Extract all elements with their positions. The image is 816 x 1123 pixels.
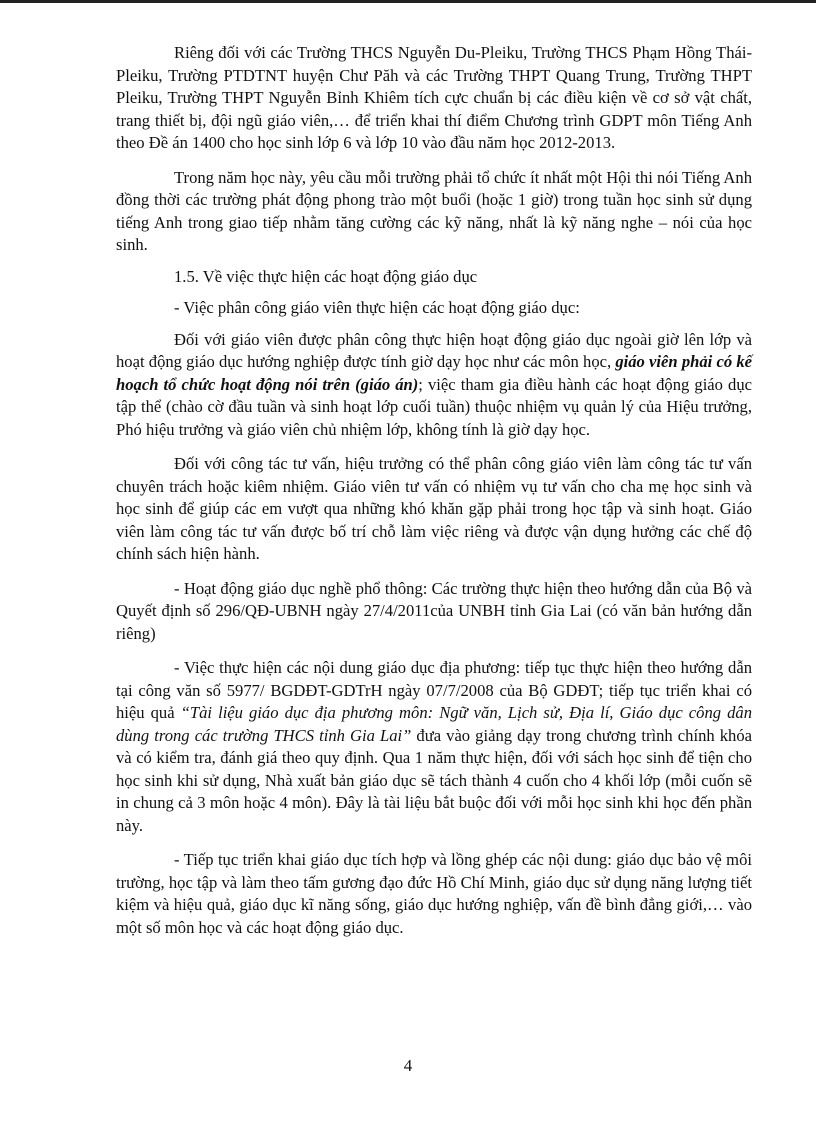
paragraph-extracurricular bbox=[116, 329, 752, 442]
scan-top-border bbox=[0, 0, 816, 3]
text-run: - Tiếp tục triển khai giáo dục tích hợp và lồng ghép các nội dung: giáo dục bảo vệ môi trường, học tập và làm theo tấm gương đạo đức Hồ Chí Minh, giáo dục sử dụng năng lượng tiết kiệm và hiệu quả, giáo dục kĩ năng sống, giáo dục hướng nghiệp, vấn đề bình đẳng giới,… vào một số môn học và các hoạt động giáo dục. bbox=[116, 850, 752, 937]
page-number: 4 bbox=[403, 1056, 413, 1075]
text-run: 1.5. Về việc thực hiện các hoạt động giáo dục bbox=[174, 266, 478, 286]
section-heading-1-5 bbox=[116, 266, 752, 289]
paragraph-vocational bbox=[116, 578, 752, 646]
text-run-italic: “Tài liệu giáo dục địa phương môn: Ngữ văn, Lịch sử, Địa lí, Giáo dục công dân dùng trong các trường THCS tỉnh Gia Lai” bbox=[116, 703, 752, 745]
text-run: - Việc phân công giáo viên thực hiện các hoạt động giáo dục: bbox=[174, 298, 580, 317]
text-run: ; việc tham gia điều hành các hoạt động giáo dục tập thể (chào cờ đầu tuần và sinh hoạt lớp cuối tuần) thuộc nhiệm vụ quản lý của Hiệu trưởng, Phó hiệu trưởng và giáo viên chủ nhiệm lớp, không tính là giờ dạy học. bbox=[116, 374, 752, 439]
text-run: Trong năm học này, yêu cầu mỗi trường phải tổ chức ít nhất một Hội thi nói Tiếng Anh đồng thời các trường phát động phong trào một buổi (hoặc 1 giờ) trong tuần học sinh sử dụng tiếng Anh trong giao tiếp nhằm tăng cường các kỹ năng, nhất là kỹ năng nghe – nói của học sinh. bbox=[116, 167, 752, 254]
text-run: Đối với công tác tư vấn, hiệu trưởng có thể phân công giáo viên làm công tác tư vấn chuyên trách hoặc kiêm nhiệm. Giáo viên tư vấn có nhiệm vụ tư vấn cho cha mẹ học sinh và học sinh để giúp các em vượt qua những khó khăn gặp phải trong học tập và sinh hoạt. Giáo viên làm công tác tư vấn được bố trí chỗ làm việc riêng và được vận dụng hưởng các chế độ chính sách hiện hành. bbox=[116, 454, 752, 563]
paragraph-counseling bbox=[116, 453, 752, 566]
text-run: - Việc thực hiện các nội dung giáo dục địa phương: tiếp tục thực hiện theo hướng dẫn tại công văn số 5977/ BGDĐT-GDTrH ngày 07/7/2008 của Bộ GDĐT; tiếp tục triển khai có hiệu quả bbox=[116, 658, 752, 722]
text-run: - Hoạt động giáo dục nghề phổ thông: Các trường thực hiện theo hướng dẫn của Bộ và Quyết định số 296/QĐ-UBNH ngày 27/4/2011của UNBH tỉnh Gia Lai (có văn bản hướng dẫn riêng) bbox=[116, 578, 752, 643]
text-run: đưa vào giảng dạy trong chương trình chính khóa và có kiểm tra, đánh giá theo quy định. Qua 1 năm thực hiện, đối với sách học sinh để tiện cho học sinh khi sử dụng, Nhà xuất bản giáo dục sẽ tách thành 4 cuốn cho 4 khối lớp (mỗi cuốn sẽ in chung cả 3 môn hoặc 4 môn). Đây là tài liệu bắt buộc đối với mỗi học sinh khi học đến phần này. bbox=[116, 725, 752, 835]
text-run: Riêng đối với các Trường THCS Nguyễn Du-Pleiku, Trường THCS Phạm Hồng Thái-Pleiku, Trường PTDTNT huyện Chư Păh và các Trường THPT Quang Trung, Trường THPT Pleiku, Trường THPT Nguyễn Bỉnh Khiêm tích cực chuẩn bị các điều kiện về cơ sở vật chất, trang thiết bị, đội ngũ giáo viên,… để triển khai thí điểm Chương trình GDPT môn Tiếng Anh theo Đề án 1400 cho học sinh lớp 6 và lớp 10 vào đầu năm học 2012-2013. bbox=[116, 43, 752, 152]
paragraph-pilot-schools bbox=[116, 42, 752, 155]
paragraph-english-contest bbox=[116, 167, 752, 257]
text-run: Đối với giáo viên được phân công thực hiện hoạt động giáo dục ngoài giờ lên lớp và hoạt động giáo dục hướng nghiệp được tính giờ dạy học như các môn học, bbox=[116, 329, 752, 371]
paragraph-integrated-education bbox=[116, 849, 752, 939]
document-page bbox=[116, 42, 752, 939]
text-run-bold-italic: giáo viên phải có kế hoạch tổ chức hoạt động nói trên (giáo án) bbox=[116, 352, 752, 394]
paragraph-local-education bbox=[116, 657, 752, 837]
paragraph-teacher-assignment bbox=[116, 297, 752, 320]
